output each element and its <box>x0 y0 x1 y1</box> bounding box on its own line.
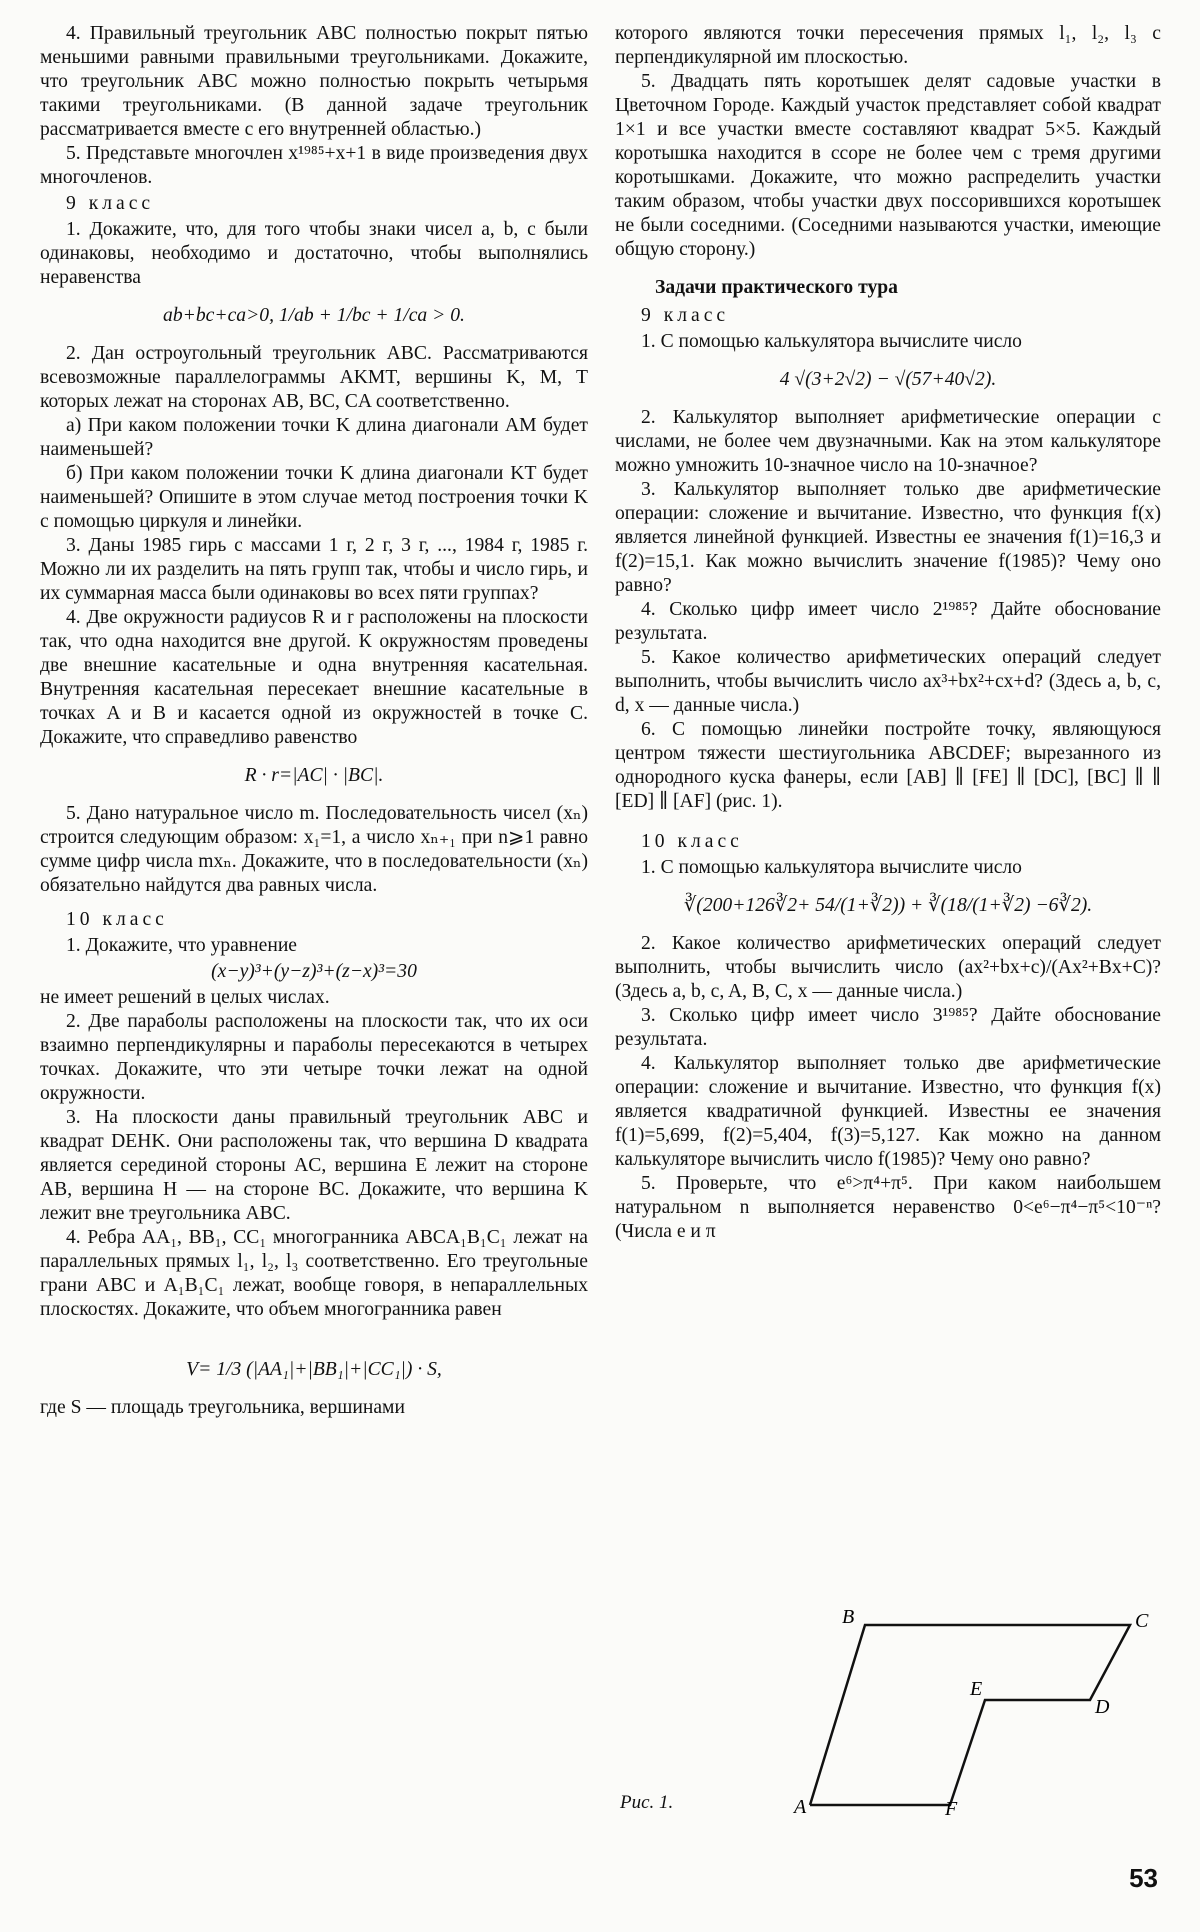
practical-9-4: 4. Сколько цифр имеет число 2¹⁹⁸⁵? Дайте обоснование результата. <box>615 599 1161 644</box>
figure-caption: Рис. 1. <box>620 1792 674 1813</box>
formula-inequalities: ab+bc+ca>0, 1/ab + 1/bc + 1/ca > 0. <box>163 305 465 326</box>
label-f: F <box>945 1798 958 1815</box>
practical-9-6: 6. С помощью линейки постройте точку, являющуюся центром тяжести шестиугольника ABCDEF; вырезанного из однородного куска фанеры, если [AB] ∥ [FE] ∥ [DC], [BC] ∥ ∥ [ED] ∥ [AF] (рис. 1). <box>615 719 1161 812</box>
problem-9-2a: а) При каком положении точки K длина диагонали AM будет наименьшей? <box>40 415 588 460</box>
problem-10-1: 1. Докажите, что уравнение <box>66 935 298 956</box>
problem-9-2: 2. Дан остроугольный треугольник ABC. Рассматриваются всевозможные параллелограммы AKMT, вершины K, M, T которых лежат на сторонах AB, BC, CA соответственно. <box>40 343 588 412</box>
practical-section-heading: Задачи практического тура <box>655 277 898 298</box>
hexagon-outline <box>810 1625 1130 1805</box>
problem-10-5: 5. Двадцать пять коротышек делят садовые участки в Цветочном Городе. Каждый участок представляет собой квадрат 1×1 и все участки вместе составляют квадрат 5×5. Каждый коротышка находится в ссоре не более чем с тремя другими коротышками. Докажите, что можно распределить участки таким образом, чтобы участки двух поссорившихся коротышек не были соседними. (Соседними называются участки, имеющие общую сторону.) <box>615 71 1161 260</box>
practical-grade-9-heading: 9 класс <box>641 305 730 326</box>
practical-10-3: 3. Сколько цифр имеет число 3¹⁹⁸⁵? Дайте обоснование результата. <box>615 1005 1161 1050</box>
practical-grade-10-heading: 10 класс <box>641 831 743 852</box>
label-b: B <box>842 1606 855 1628</box>
problem-10-1-cont: не имеет решений в целых числах. <box>40 987 330 1008</box>
problem-10-4: 4. Ребра AA₁, BB₁, CC₁ многогранника ABCA₁B₁C₁ лежат на параллельных прямых l₁, l₂, l₃ соответственно. Его треугольные грани ABC и A₁B₁C₁ лежат, вообще говоря, в непараллельных плоскостях. Докажите, что объем многогранника равен <box>40 1227 588 1320</box>
grade-10-heading: 10 класс <box>66 909 168 930</box>
problem-9-5: 5. Дано натуральное число m. Последовательность чисел (xₙ) строится следующим образом: x₁=1, а число xₙ₊₁ при n⩾1 равно сумме цифр числа mxₙ. Докажите, что в последовательности (xₙ) обязательно найдутся два равных числа. <box>40 803 588 896</box>
problem-10-4-cont: где S — площадь треугольника, вершинами <box>40 1397 405 1418</box>
practical-9-5: 5. Какое количество арифметических операций следует выполнить, чтобы вычислить число ax³+bx²+cx+d? (Здесь a, b, c, d, x — данные числа.) <box>615 647 1161 716</box>
formula-volume: V= 1/3 (|AA₁|+|BB₁|+|CC₁|) · S, <box>186 1359 442 1380</box>
left-column <box>40 22 588 1420</box>
formula-cube-roots: ∛(200+126∛2+ 54/(1+∛2)) + ∛(18/(1+∛2) −6∛2). <box>683 895 1093 916</box>
formula-cubes: (x−y)³+(y−z)³+(z−x)³=30 <box>211 961 417 982</box>
formula-radicals: 4 √(3+2√2) − √(57+40√2). <box>779 369 997 390</box>
problem-9-4: 4. Две окружности радиусов R и r расположены на плоскости так, что одна находится вне другой. К окружностям проведены две внешние касательные и одна внутренняя касательная. Внутренняя касательная пересекает внешние касательные в точках A и B и касается одной из окружностей в точке C. Докажите, что справедливо равенство <box>40 607 588 748</box>
label-a: A <box>794 1796 807 1815</box>
problem-10-4-end: которого являются точки пересечения прямых l₁, l₂, l₃ с перпендикулярной им плоскостью. <box>615 23 1161 68</box>
problem-9-3: 3. Даны 1985 гирь с массами 1 г, 2 г, 3 г, ..., 1984 г, 1985 г. Можно ли их разделить на пять групп так, чтобы и число гирь, и их суммарная масса были одинаковы во всех пяти группах? <box>40 535 588 604</box>
problem-10-2: 2. Две параболы расположены на плоскости так, что их оси взаимно перпендикулярны и параболы пересекаются в четырех точках. Докажите, что эти четыре точки лежат на одной окружности. <box>40 1011 588 1104</box>
right-column <box>615 22 1161 1244</box>
problem-8-5: 5. Представьте многочлен x¹⁹⁸⁵+x+1 в виде произведения двух многочленов. <box>40 143 588 188</box>
page-number: 53 <box>1129 1863 1158 1893</box>
problem-9-1: 1. Докажите, что, для того чтобы знаки чисел a, b, c были одинаковы, необходимо и достаточно, чтобы выполнялись неравенства <box>40 219 588 288</box>
label-d: D <box>1095 1696 1110 1718</box>
label-e: E <box>970 1678 983 1700</box>
formula-rr: R · r=|AC| · |BC|. <box>244 765 384 786</box>
problem-10-3: 3. На плоскости даны правильный треугольник ABC и квадрат DEHK. Они расположены так, что вершина D квадрата является серединой стороны AC, вершина E лежит на стороне AB, вершина H — на стороне BC. Докажите, что вершина K лежит вне треугольника ABC. <box>40 1107 588 1224</box>
label-c: C <box>1135 1610 1149 1632</box>
practical-10-2: 2. Какое количество арифметических операций следует выполнить, чтобы вычислить число (ax²+bx+c)/(Ax²+Bx+C)? (Здесь a, b, c, A, B, C, x — данные числа.) <box>615 933 1161 1002</box>
practical-9-3: 3. Калькулятор выполняет только две арифметические операции: сложение и вычитание. Известно, что функция f(x) является линейной функцией. Известны ее значения f(1)=16,3 и f(2)=15,1. Как можно вычислить значение f(1985)? Чему оно равно? <box>615 479 1161 596</box>
practical-9-1: 1. С помощью калькулятора вычислите число <box>641 331 1022 352</box>
problem-9-2b: б) При каком положении точки K длина диагонали KT будет наименьшей? Опишите в этом случае метод построения точки K с помощью циркуля и линейки. <box>40 463 588 532</box>
practical-9-2: 2. Калькулятор выполняет арифметические операции с числами, не более чем двузначными. Как на этом калькуляторе можно умножить 10-значное число на 10-значное? <box>615 407 1161 476</box>
practical-10-1: 1. С помощью калькулятора вычислите число <box>641 857 1022 878</box>
practical-10-4: 4. Калькулятор выполняет только две арифметические операции: сложение и вычитание. Известно, что функция f(x) является квадратичной функцией. Известны ее значения f(1)=5,699, f(2)=5,404, f(3)=5,127. Как можно на данном калькуляторе вычислить число f(1985)? Чему оно равно? <box>615 1053 1161 1170</box>
hexagon-figure <box>790 1605 1170 1815</box>
grade-9-heading: 9 класс <box>66 193 155 214</box>
practical-10-5: 5. Проверьте, что e⁶>π⁴+π⁵. При каком наибольшем натуральном n выполняется неравенство 0<e⁶−π⁴−π⁵<10⁻ⁿ? (Числа e и π <box>615 1173 1161 1242</box>
problem-8-4: 4. Правильный треугольник ABC полностью покрыт пятью меньшими равными правильными треугольниками. Докажите, что треугольник ABC можно полностью покрыть четырьмя такими треугольниками. (В данной задаче треугольник рассматривается вместе с его внутренней областью.) <box>40 23 588 140</box>
